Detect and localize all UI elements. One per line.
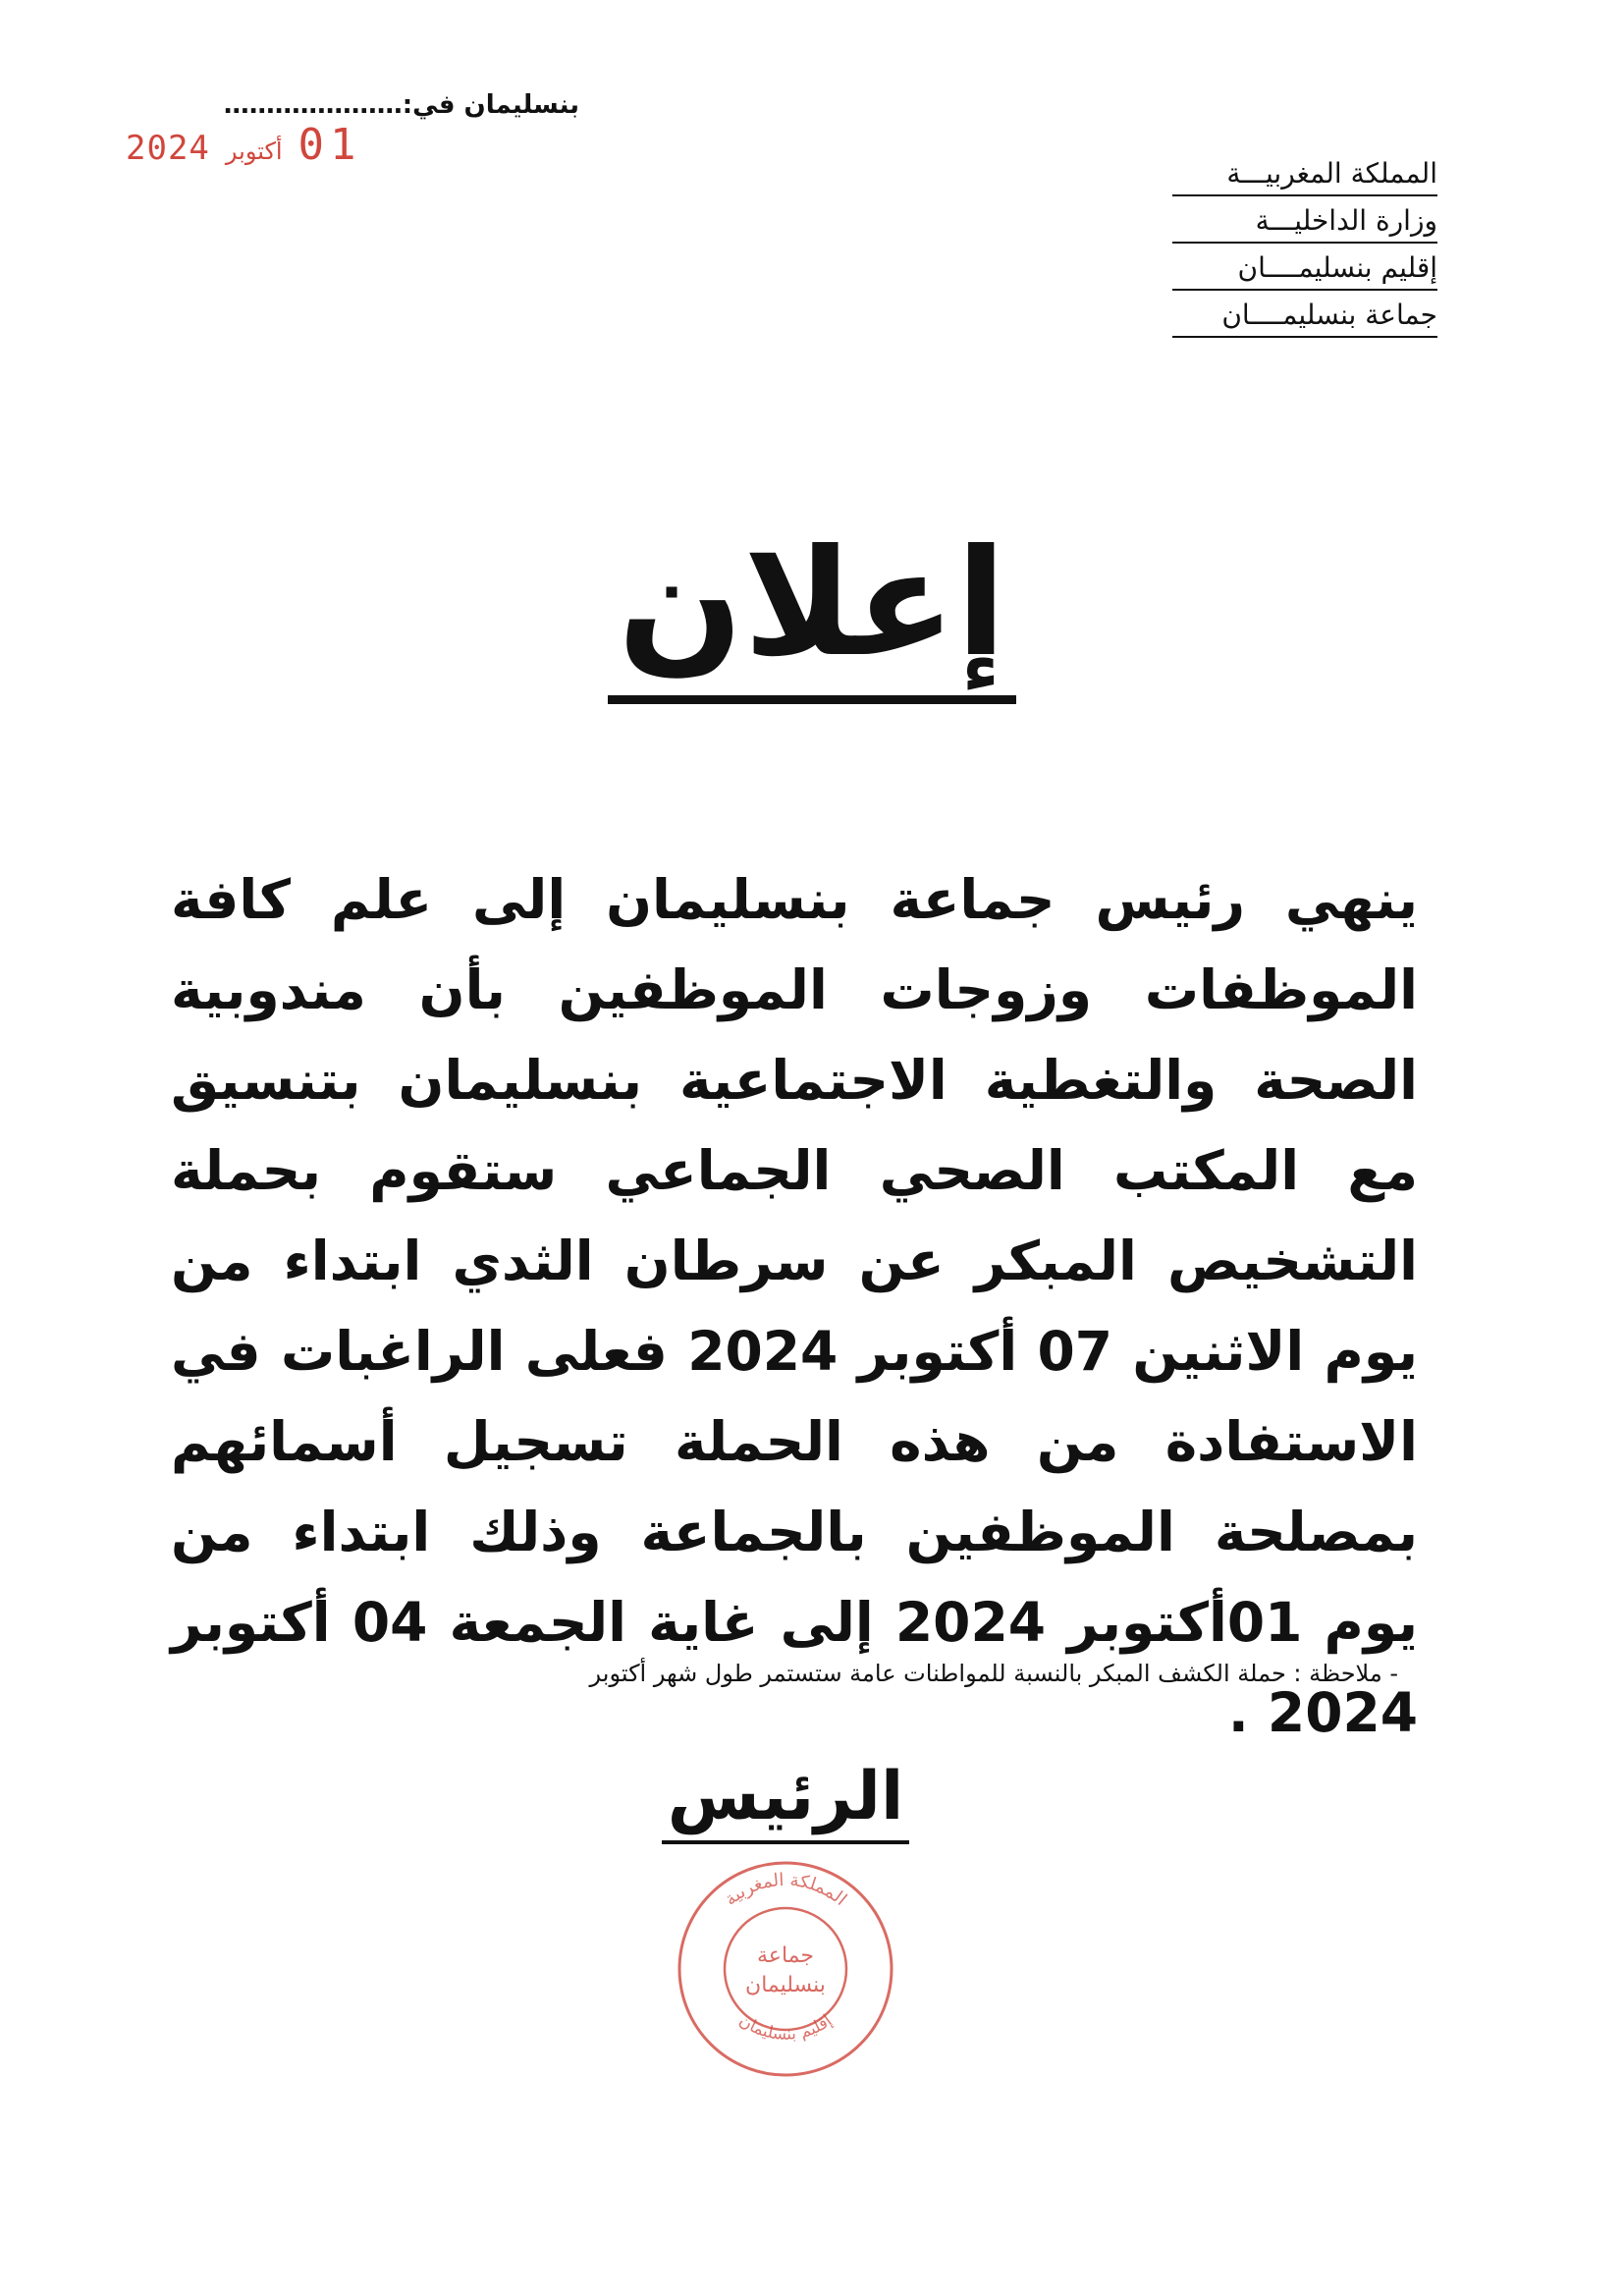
date-dots: ………………… [223, 90, 403, 120]
letterhead-kingdom: المملكة المغربيـــة [1172, 157, 1437, 196]
signature-block [648, 1758, 923, 1844]
date-stamp-month: أكتوبر [225, 137, 283, 165]
letterhead-province: إقليم بنسليمــــان [1172, 251, 1437, 291]
letterhead-ministry: وزارة الداخليـــة [1172, 204, 1437, 244]
announcement-body: ينهي رئيس جماعة بنسليمان إلى علم كافة الموظفات وزوجات الموظفين بأن مندوبية الصحة والتغطية الاجتماعية بنسليمان بتنسيق مع المكتب الصحي الجماعي ستقوم بحملة التشخيص المبكر عن سرطان الثدي ابتداء من يوم الاثنين 07 أكتوبر 2024 فعلى الراغبات في الاستفادة من هذه الحملة تسجيل أسمائهم بمصلحة الموظفين بالجماعة وذلك ابتداء من يوم 01أكتوبر 2024 إلى غاية الجمعة 04 أكتوبر 2024 . [171, 868, 1418, 1744]
announcement-note: - ملاحظة : حملة الكشف المبكر بالنسبة للمواطنات عامة ستستمر طول شهر أكتوبر [589, 1660, 1398, 1687]
seal-inner-top-text: جماعة [757, 1943, 814, 1968]
place-date-line [206, 90, 579, 120]
seal-lower-text [735, 2011, 836, 2045]
official-seal-stamp [673, 1856, 898, 2082]
date-stamp-day: 01 [298, 120, 362, 170]
letterhead [1172, 157, 1437, 346]
date-stamp [126, 120, 381, 170]
letterhead-commune: جماعة بنسليمــــان [1172, 299, 1437, 338]
place-label: بنسليمان في: [402, 90, 579, 120]
president-title: الرئيس [662, 1758, 910, 1844]
seal-outer-text [721, 1870, 850, 1910]
seal-outer-text-path: المملكة المغربية [721, 1869, 851, 1910]
seal-inner-bottom-text: بنسليمان [745, 1973, 826, 1997]
announcement-title [0, 520, 1624, 704]
date-stamp-year: 2024 [126, 129, 210, 168]
seal-inner-ring [725, 1908, 846, 2030]
announcement-title-text: إعلان [608, 520, 1016, 704]
seal-lower-text-path: إقليم بنسليمان [734, 2010, 837, 2045]
